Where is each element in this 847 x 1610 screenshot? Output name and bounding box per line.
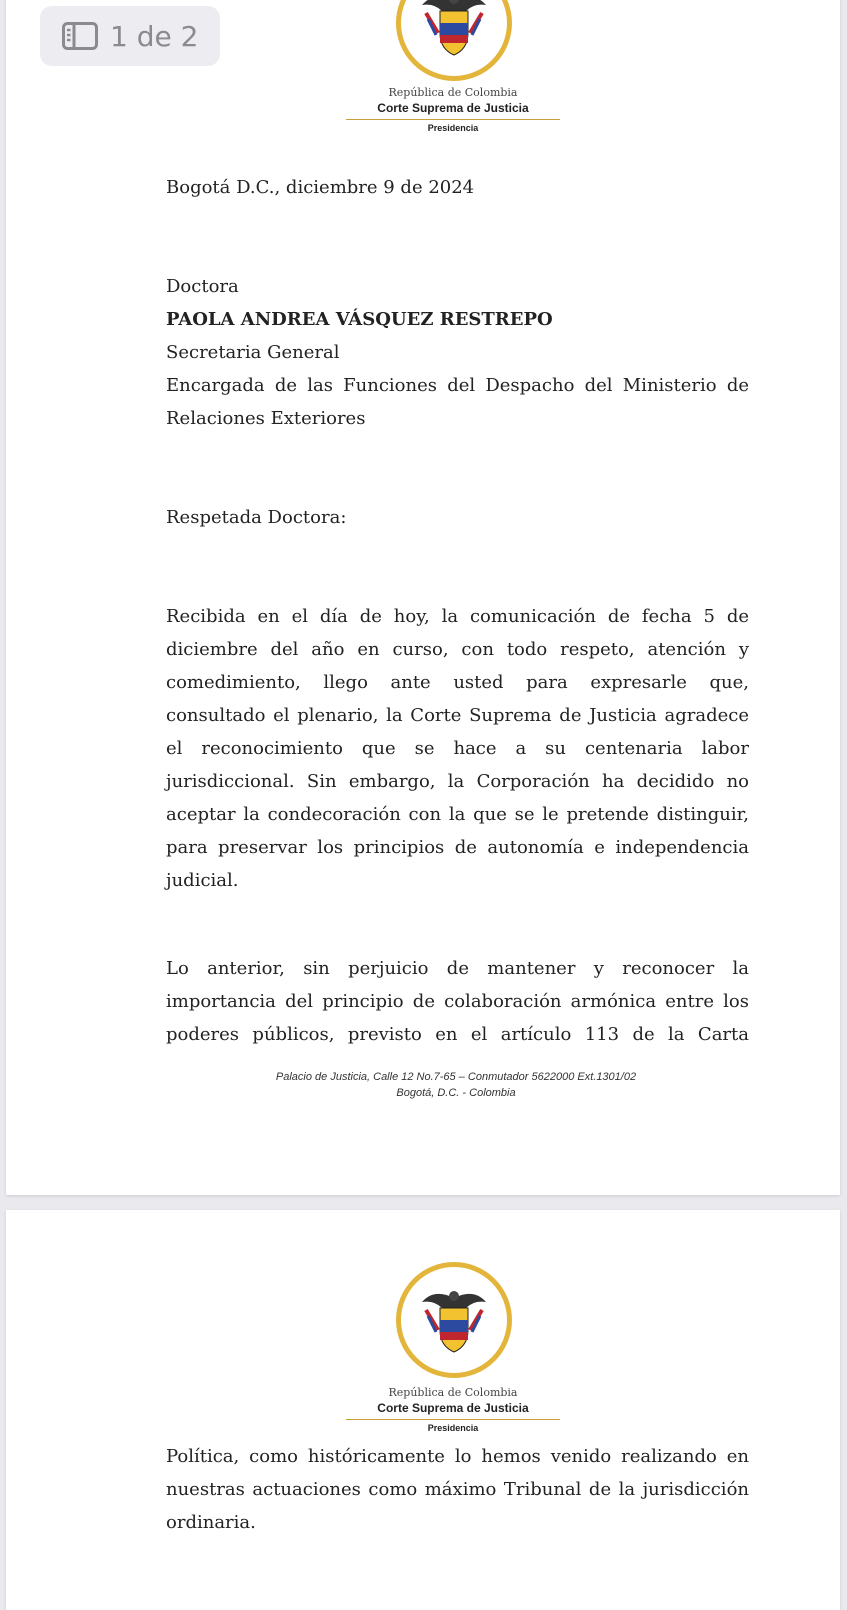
paragraph-line: importancia del principio de colaboración armónica entre los [166,991,749,1012]
recipient-role-line1: Encargada de las Funciones del Despacho del Ministerio de [166,375,749,396]
salutation: Respetada Doctora: [166,507,347,528]
letterhead-court: Corte Suprema de Justicia [377,101,529,115]
paragraph-line: Lo anterior, sin perjuicio de mantener y reconocer la [166,958,749,979]
paragraph-line: nuestras actuaciones como máximo Tribunal de la jurisdicción [166,1479,749,1500]
paragraph-line: judicial. [166,870,239,891]
letterhead [346,86,560,133]
recipient-name: PAOLA ANDREA VÁSQUEZ RESTREPO [166,309,553,330]
document-page-1 [6,0,840,1195]
paragraph-2-continued [166,1440,749,1539]
recipient-block [166,270,749,435]
paragraph-line: comedimiento, llego ante usted para expresarle que, [166,672,749,693]
paragraph-line: ordinaria. [166,1512,256,1533]
paragraph-line: poderes públicos, previsto en el artículo 113 de la Carta [166,1024,749,1045]
paragraph-line: Política, como históricamente lo hemos venido realizando en [166,1446,749,1467]
letterhead-country: República de Colombia [388,86,518,99]
letterhead [346,1386,560,1433]
footer-city: Bogotá, D.C. - Colombia [396,1087,516,1099]
recipient-role-line2: Relaciones Exteriores [166,408,366,429]
paragraph-line: diciembre del año en curso, con todo respeto, atención y [166,639,749,660]
paragraph-line: jurisdiccional. Sin embargo, la Corporación ha decidido no [166,771,749,792]
paragraph-line: consultado el plenario, la Corte Suprema de Justicia agradece [166,705,749,726]
letterhead-office: Presidencia [427,1423,479,1433]
recipient-title: Doctora [166,276,239,297]
page-counter-label: 1 de 2 [110,19,199,53]
page-footer [186,1069,726,1101]
page-counter-button[interactable] [40,6,220,66]
sidebar-icon [62,22,98,50]
letterhead-divider [346,119,560,120]
footer-address: Palacio de Justicia, Calle 12 No.7-65 – Conmutador 5622000 Ext.1301/02 [275,1071,637,1083]
paragraph-line: para preservar los principios de autonomía e independencia [166,837,749,858]
letterhead-court: Corte Suprema de Justicia [377,1401,529,1415]
coat-of-arms-seal [396,0,512,81]
paragraph-2 [166,952,749,1051]
paragraph-line: el reconocimiento que se hace a su centenaria labor [166,738,749,759]
coat-of-arms-icon [414,1280,494,1360]
document-page-2 [6,1210,840,1610]
letterhead-office: Presidencia [427,123,479,133]
letterhead-divider [346,1419,560,1420]
coat-of-arms-seal [396,1262,512,1378]
recipient-position: Secretaria General [166,342,340,363]
paragraph-1 [166,600,749,897]
letter-date: Bogotá D.C., diciembre 9 de 2024 [166,177,475,198]
paragraph-line: Recibida en el día de hoy, la comunicación de fecha 5 de [166,606,749,627]
paragraph-line: aceptar la condecoración con la que se le pretende distinguir, [166,804,749,825]
letterhead-country: República de Colombia [388,1386,518,1399]
coat-of-arms-icon [414,0,494,63]
